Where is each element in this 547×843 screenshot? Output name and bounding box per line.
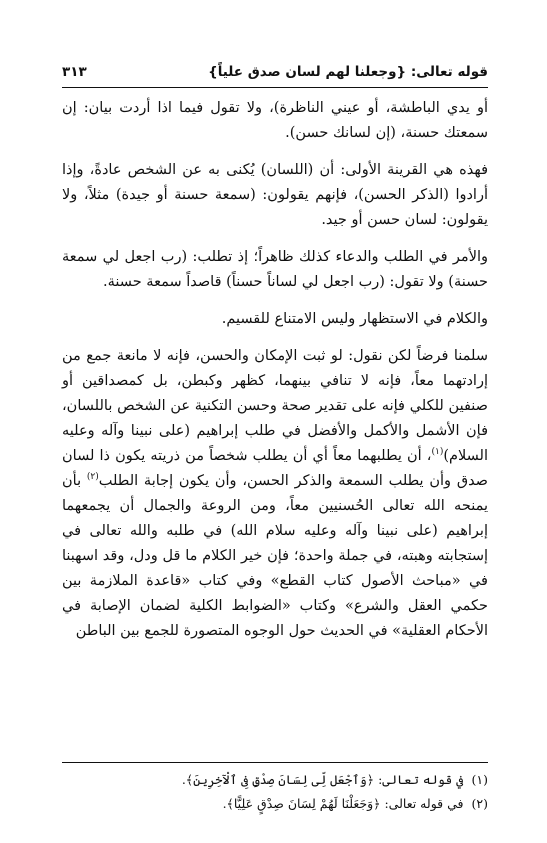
header-rule xyxy=(62,87,488,88)
footnotes xyxy=(62,768,488,816)
paragraph xyxy=(62,344,488,644)
paragraph-text: بأن يمنحه الله تعالى الحُسنيين معاً، ومن الروعة والجمال أن يجمعهما إبراهيم (على نبينا وآله وعليه سلام الله) في طلبه والله تعالى في إستجابته وهبته، في جملة واحدة؛ فإن خير الكلام ما قل ودل، وقد اسهبنا في «مباحث الأصول كتاب القطع» وفي كتاب «قاعدة الملازمة بين حكمي العقل والشرع» وكتاب «الضوابط الكلية لضمان الإصابة في الأحكام العقلية» في الحديث حول الوجوه المتصورة للجمع بين الباطن xyxy=(62,473,488,639)
footnote-number: (١) xyxy=(471,772,488,787)
paragraph-text: سلمنا فرضاً لكن نقول: لو ثبت الإمكان والحسن، فإنه لا مانعة جمع من إرادتهما معاً، فإنه لا تنافي بينهما، كظهر وكبطن، بل كمصداقين أو صنفين للكلي فإنه على تقدير صحة وحسن التكنية عن الشخص باللسان، فإن الأشمل والأكمل والأفضل في طلب إبراهيم (على نبينا وآله وعليه السلام) xyxy=(62,348,488,464)
footnote-text: في قوله تعالى: ﴿وَجَعَلْنَا لَهُمْ لِسَانَ صِدْقٍ عَلِيًّا﴾. xyxy=(222,796,464,811)
footnote-reference-1: (١) xyxy=(431,447,444,458)
running-header xyxy=(62,60,488,84)
footnote-reference-2: (٢) xyxy=(86,472,99,483)
footnote xyxy=(62,768,488,792)
main-text xyxy=(62,96,488,656)
header-title: قوله تعالى: {وجعلنا لهم لسان صدق علياً} xyxy=(208,64,488,80)
footnote-rule xyxy=(62,762,488,763)
footnote xyxy=(62,792,488,816)
page-number: ٣١٣ xyxy=(62,64,87,80)
paragraph: والكلام في الاستظهار وليس الامتناع للقسيم. xyxy=(221,311,488,327)
paragraph-text: ، أن يطلبهما معاً أي أن يطلب شخصاً من ذريته يكون ذا لسان صدق وأن يطلب السمعة والذكر الحسن، وأن يكون إجابة الطلب xyxy=(62,448,488,489)
paragraph: فهذه هي القرينة الأولى: أن (اللسان) يُكنى به عن الشخص عادةً، وإذا أرادوا (الذكر الحسن)، فإنهم يقولون: (سمعة حسنة أو جيدة) مثلاً، ولا يقولون: لسان حسن أو جيد. xyxy=(62,162,488,228)
footnote-number: (٢) xyxy=(471,796,488,811)
footnote-text: في قوله تعالى: ﴿وَٱجْعَل لِّى لِسَانَ صِدْقٍ فِى ٱلْآخِرِينَ﴾. xyxy=(181,772,464,787)
paragraph: أو يدي الباطشة، أو عيني الناظرة)، ولا تقول فيما اذا أردت بيان: إن سمعتك حسنة، (إن لسانك حسن). xyxy=(62,100,488,141)
paragraph: والأمر في الطلب والدعاء كذلك ظاهراً؛ إذ تطلب: (رب اجعل لي سمعة حسنة) ولا تقول: (رب اجعل لي لساناً حسناً) قاصداً سمعة حسنة. xyxy=(62,249,488,290)
